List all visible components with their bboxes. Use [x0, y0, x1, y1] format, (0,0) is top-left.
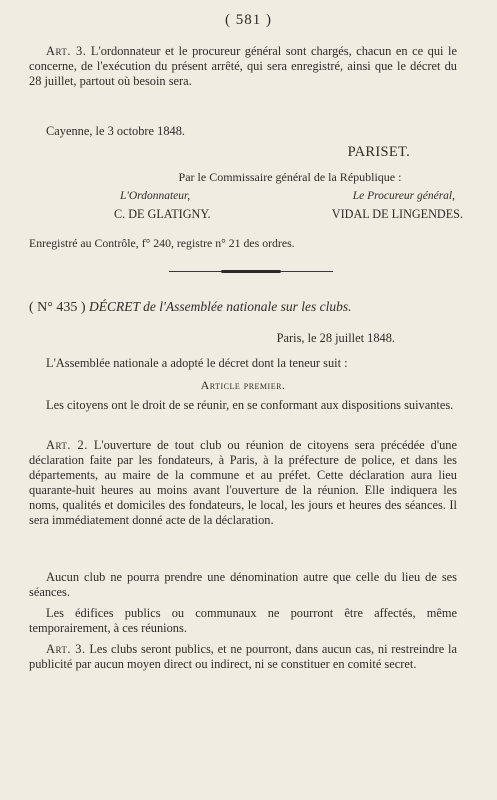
intro-place-date: Cayenne, le 3 octobre 1848.	[46, 124, 186, 138]
article-1-text: Les citoyens ont le droit de se réunir, en se conformant aux dispositions suivantes.	[46, 398, 454, 412]
signature-names	[114, 207, 463, 222]
article-premier-heading: Article premier.	[200, 378, 286, 392]
intro-art3-paragraph	[29, 44, 457, 89]
article-3-paragraph	[29, 642, 457, 672]
decree-place-date-text: Paris, le 28 juillet 1848.	[276, 331, 395, 345]
article-2-label: Art. 2.	[46, 438, 88, 452]
signature-titles	[120, 190, 455, 202]
no-club-name-text: Aucun club ne pourra prendre une dénomination autre que celle du lieu de ses séances.	[29, 570, 457, 599]
intro-place-date-block	[29, 124, 457, 139]
commissaire-line: Par le Commissaire général de la République :	[178, 170, 402, 184]
decree-preamble-block	[29, 356, 457, 371]
article-2-paragraph	[29, 438, 457, 528]
decree-number: ( N° 435 )	[29, 300, 86, 315]
no-club-name-paragraph	[29, 570, 457, 600]
intro-article-3	[29, 44, 457, 89]
ordonnateur-title: L'Ordonnateur,	[120, 190, 191, 202]
registration-text: Enregistré au Contrôle, f° 240, registre n° 21 des ordres.	[29, 236, 295, 250]
intro-art3-text: L'ordonnateur et le procureur général sont chargés, chacun en ce qui le concerne, de l'exécution du présent arrêté, qui sera enregistré, ainsi que le décret du 28 juillet, partout où besoin sera.	[29, 44, 457, 88]
article-3-text: Les clubs seront publics, et ne pourront, dans aucun cas, ni restreindre la publicité par aucun moyen direct ou indirect, ni se constituer en comité secret.	[29, 642, 457, 671]
decree-preamble: L'Assemblée nationale a adopté le décret dont la teneur suit :	[46, 356, 348, 370]
article-1	[29, 398, 457, 413]
procureur-title: Le Procureur général,	[352, 190, 455, 202]
signatory-name: PARISET.	[347, 144, 410, 160]
decree-heading	[29, 299, 457, 316]
article-3-label: Art. 3.	[46, 642, 86, 656]
section-divider	[169, 271, 333, 272]
intro-art3-label: Art. 3.	[46, 44, 87, 58]
article-3	[29, 642, 457, 672]
decree-title: DÉCRET de l'Assemblée nationale sur les clubs.	[89, 299, 352, 314]
ordonnateur-name: C. DE GLATIGNY.	[114, 207, 211, 221]
article-2	[29, 438, 457, 528]
article-2-text: L'ouverture de tout club ou réunion de citoyens sera précédée d'une déclaration faite par les fondateurs, à Paris, à la préfecture de police, et dans les départements, au maire de la commune et au préfet. Cette déclaration aura lieu quarante-huit heures au moins avant l'ouverture de la réunion. Elle indiquera les noms, qualités et domiciles des fondateurs, le local, les jours et heures des séances. Il sera immédiatement donné acte de la déclaration.	[29, 438, 457, 527]
decree-place-date	[29, 331, 395, 346]
edifices-paragraph	[29, 606, 457, 636]
edifices-text: Les édifices publics ou communaux ne pourront être affectés, même temporairement, à ces réunions.	[29, 606, 457, 635]
page-number: ( 581 )	[225, 12, 272, 28]
procureur-name: VIDAL DE LINGENDES.	[331, 207, 463, 221]
registration-note	[29, 236, 457, 251]
